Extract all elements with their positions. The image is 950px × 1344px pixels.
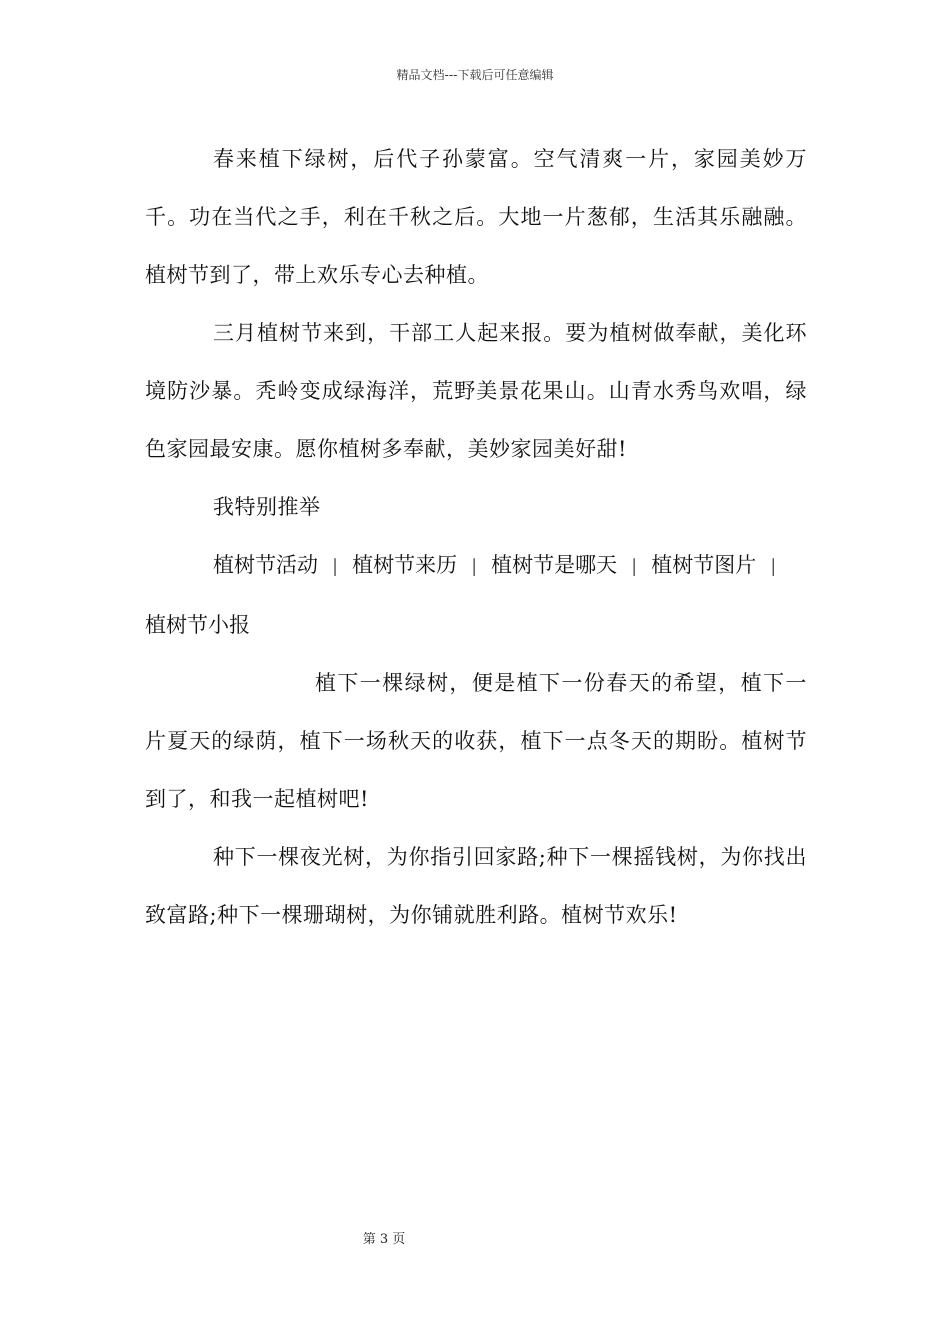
link-separator: |: [332, 556, 339, 577]
page-number: 第 3 页: [362, 1232, 406, 1247]
link-arbor-day-activities[interactable]: 植树节活动: [213, 553, 318, 577]
page-header: 精品文档---下载后可任意编辑: [396, 68, 554, 82]
link-separator: |: [770, 556, 777, 577]
link-separator: |: [471, 556, 478, 577]
paragraph-march-arbor-day: 三月植树节来到，干部工人起来报。要为植树做奉献，美化环境防沙暴。秃岭变成绿海洋，荒野美景花果山。山青水秀鸟欢唱，绿色家园最安康。愿你植树多奉献，美妙家园美好甜!: [145, 321, 807, 461]
paragraph-plant-trees-wishes: 种下一棵夜光树，为你指引回家路;种下一棵摇钱树，为你找出致富路;种下一棵珊瑚树，为你铺就胜利路。植树节欢乐!: [145, 845, 807, 927]
document-body: [145, 130, 807, 944]
related-links: [145, 536, 807, 654]
paragraph-recommend: 我特别推举: [213, 495, 321, 519]
link-arbor-day-date[interactable]: 植树节是哪天: [491, 553, 618, 577]
link-separator: |: [631, 556, 638, 577]
paragraph-plant-a-tree: 植下一棵绿树，便是植下一份春天的希望，植下一片夏天的绿荫，植下一场秋天的收获，植下一点冬天的期盼。植树节到了，和我一起植树吧!: [145, 671, 807, 811]
link-arbor-day-pictures[interactable]: 植树节图片: [651, 553, 757, 577]
link-arbor-day-newsletter[interactable]: 植树节小报: [145, 613, 250, 637]
link-arbor-day-history[interactable]: 植树节来历: [352, 553, 458, 577]
paragraph-spring-trees: 春来植下绿树，后代子孙蒙富。空气清爽一片，家园美妙万千。功在当代之手，利在千秋之后。大地一片葱郁，生活其乐融融。植树节到了，带上欢乐专心去种植。: [145, 147, 807, 287]
